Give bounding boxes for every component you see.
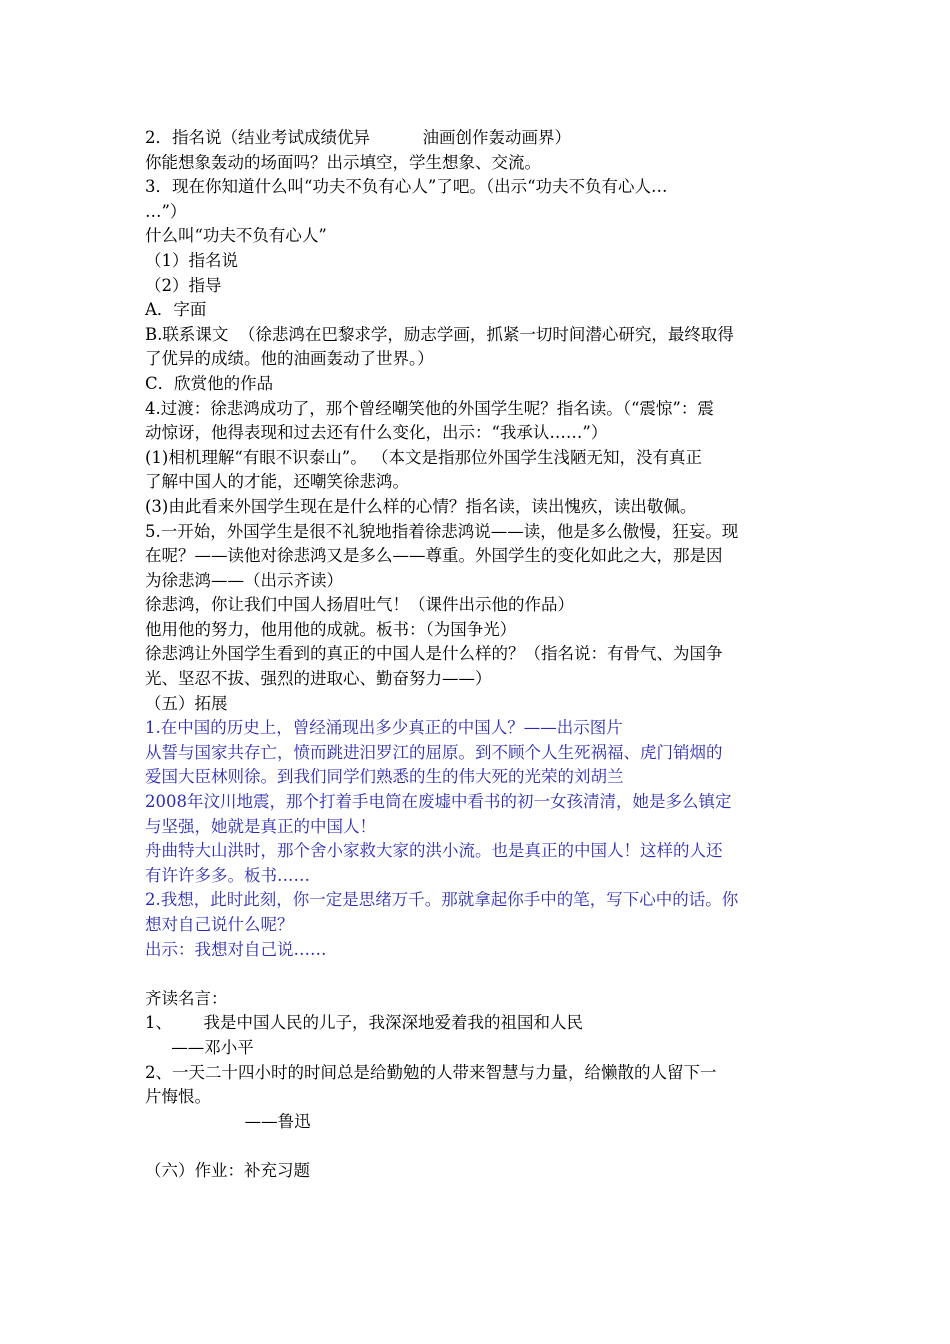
blank-line: [145, 962, 815, 987]
section-heading: （五）拓展: [145, 693, 228, 713]
highlight-line: 从誓与国家共存亡，愤而跳进汨罗江的屈原。到不顾个人生死祸福、虎门销烟的: [145, 742, 723, 762]
highlight-line: 爱国大臣林则徐。到我们同学们熟悉的生的伟大死的光荣的刘胡兰: [145, 767, 624, 787]
text-line: C．欣赏他的作品: [145, 373, 274, 393]
text-line: 徐悲鸿让外国学生看到的真正的中国人是什么样的？（指名说：有骨气、为国争: [145, 644, 723, 664]
text-line: B.联系课文 （徐悲鸿在巴黎求学，励志学画，抓紧一切时间潜心研究，最终取得: [145, 324, 734, 344]
text-line: 3．现在你知道什么叫“功夫不负有心人”了吧。（出示“功夫不负有心人…: [145, 177, 668, 197]
highlight-line: 舟曲特大山洪时，那个舍小家救大家的洪小流。也是真正的中国人！这样的人还: [145, 841, 723, 861]
text-line: 光、坚忍不拔、强烈的进取心、勤奋努力——）: [145, 669, 492, 689]
highlight-line: 1.在中国的历史上，曾经涌现出多少真正的中国人？——出示图片: [145, 718, 623, 738]
text-line: 动惊讶，他得表现和过去还有什么变化，出示：“我承认……”）: [145, 423, 608, 443]
text-line: …”）: [145, 201, 187, 221]
text-line: 4.过渡：徐悲鸿成功了，那个曾经嘲笑他的外国学生呢？指名读。（“震惊”：震: [145, 398, 714, 418]
quote-line: 2、一天二十四小时的时间总是给勤勉的人带来智慧与力量，给懒散的人留下一: [145, 1062, 717, 1082]
homework-heading: （六）作业：补充习题: [145, 1160, 310, 1180]
text-line: 2．指名说（结业考试成绩优异 油画创作轰动画界）: [145, 128, 571, 147]
highlight-line: 有许许多多。板书……: [145, 865, 310, 885]
quote-attribution: ——邓小平: [145, 1037, 254, 1057]
text-line: 5.一开始，外国学生是很不礼貌地指着徐悲鸿说——读，他是多么傲慢，狂妄。现: [145, 521, 739, 541]
text-line: (3)由此看来外国学生现在是什么样的心情？指名读，读出愧疚，读出敬佩。: [145, 496, 697, 516]
quotes-title: 齐读名言：: [145, 988, 228, 1008]
lesson-body: [145, 126, 815, 716]
text-line: 什么叫“功夫不负有心人”: [145, 226, 327, 246]
extension-section: [145, 716, 815, 962]
quote-line: 1、 我是中国人民的儿子，我深深地爱着我的祖国和人民: [145, 1013, 583, 1033]
text-line: （2）指导: [145, 275, 222, 295]
text-line: 了优异的成绩。他的油画轰动了世界。）: [145, 349, 434, 369]
text-line: 他用他的努力，他用他的成就。板书：（为国争光）: [145, 619, 517, 639]
text-line: (1)相机理解“有眼不识泰山”。 （本文是指那位外国学生浅陋无知，没有真正: [145, 447, 702, 467]
quote-line: 片悔恨。: [145, 1087, 211, 1107]
blank-line: [145, 1134, 815, 1159]
text-line: 在呢？——读他对徐悲鸿又是多么——尊重。外国学生的变化如此之大，那是因: [145, 546, 723, 566]
document-page: [145, 126, 815, 1184]
text-line: 了解中国人的才能，还嘲笑徐悲鸿。: [145, 472, 409, 492]
text-line: 你能想象轰动的场面吗？出示填空，学生想象、交流。: [145, 152, 541, 172]
highlight-line: 2.我想，此时此刻，你一定是思绪万千。那就拿起你手中的笔，写下心中的话。你: [145, 890, 739, 910]
highlight-line: 想对自己说什么呢？: [145, 915, 294, 934]
text-line: A．字面: [145, 300, 207, 320]
highlight-line: 与坚强，她就是真正的中国人！: [145, 816, 376, 836]
text-line: （1）指名说: [145, 250, 238, 270]
quote-attribution: ——鲁迅: [145, 1111, 311, 1131]
quotes-section: [145, 987, 815, 1135]
highlight-line: 2008年汶川地震，那个打着手电筒在废墟中看书的初一女孩清清，她是多么镇定: [145, 792, 732, 812]
text-line: 为徐悲鸿——（出示齐读）: [145, 570, 343, 590]
text-line: 徐悲鸿，你让我们中国人扬眉吐气！（课件出示他的作品）: [145, 595, 574, 615]
highlight-line: 出示：我想对自己说……: [145, 939, 327, 959]
